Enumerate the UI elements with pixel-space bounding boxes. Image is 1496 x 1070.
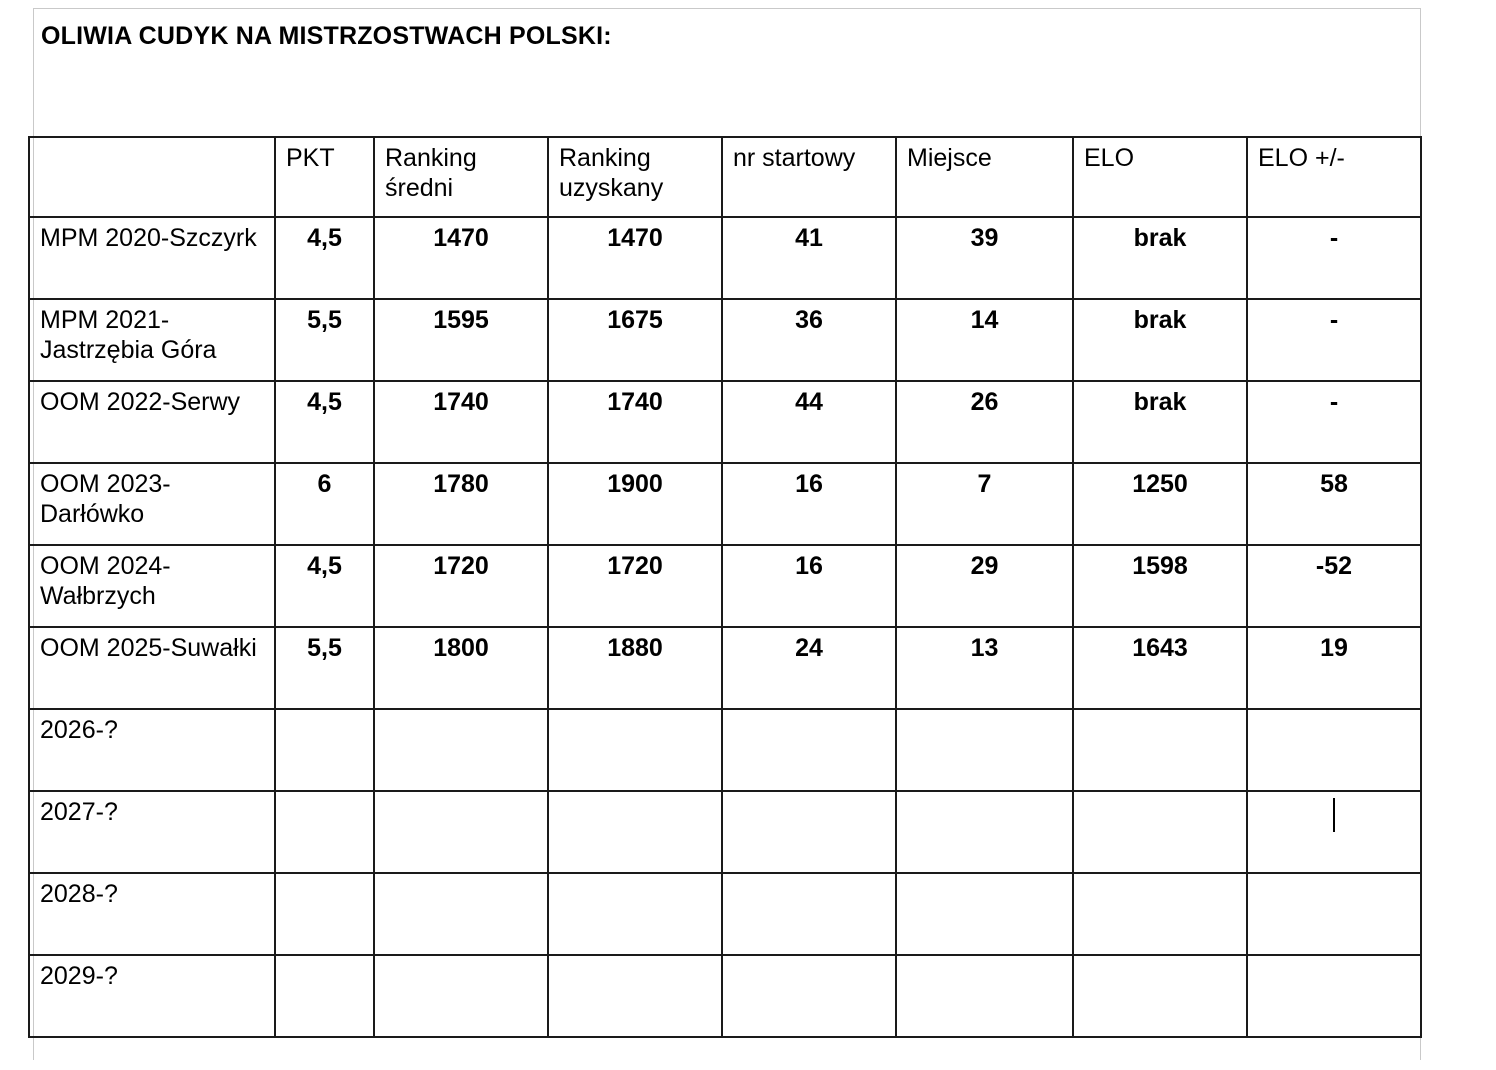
- table-header: [29, 137, 1421, 217]
- table-row: [29, 873, 1421, 955]
- cell-elo: 1250: [1073, 463, 1247, 545]
- cell-nr-startowy: 16: [722, 463, 896, 545]
- column-header-event: [29, 137, 275, 217]
- cell-event: 2029-?: [29, 955, 275, 1037]
- cell-elo: [1073, 791, 1247, 873]
- cell-pkt: 4,5: [275, 381, 374, 463]
- cell-ranking-sredni: [374, 709, 548, 791]
- table-row: [29, 381, 1421, 463]
- cell-nr-startowy: 24: [722, 627, 896, 709]
- cell-miejsce: [896, 791, 1073, 873]
- cell-elo: brak: [1073, 299, 1247, 381]
- cell-miejsce: 29: [896, 545, 1073, 627]
- cell-nr-startowy: 16: [722, 545, 896, 627]
- table-row: [29, 463, 1421, 545]
- cell-ranking-sredni: 1470: [374, 217, 548, 299]
- cell-ranking-uzyskany: [548, 873, 722, 955]
- cell-pkt: [275, 873, 374, 955]
- cell-ranking-uzyskany: [548, 955, 722, 1037]
- cell-pkt: [275, 955, 374, 1037]
- cell-ranking-sredni: [374, 955, 548, 1037]
- cell-ranking-uzyskany: 1470: [548, 217, 722, 299]
- cell-elo: [1073, 955, 1247, 1037]
- cell-miejsce: 13: [896, 627, 1073, 709]
- results-table-container: [28, 136, 1420, 1038]
- cell-elo-zmiana: -: [1247, 217, 1421, 299]
- cell-pkt: 5,5: [275, 299, 374, 381]
- cell-elo: [1073, 709, 1247, 791]
- cell-pkt: 4,5: [275, 545, 374, 627]
- cell-pkt: [275, 791, 374, 873]
- cell-nr-startowy: 41: [722, 217, 896, 299]
- cell-ranking-sredni: 1780: [374, 463, 548, 545]
- cell-event: 2026-?: [29, 709, 275, 791]
- table-header-row: [29, 137, 1421, 217]
- cell-ranking-uzyskany: 1675: [548, 299, 722, 381]
- cell-miejsce: 26: [896, 381, 1073, 463]
- cell-nr-startowy: [722, 709, 896, 791]
- cell-elo-zmiana: -52: [1247, 545, 1421, 627]
- results-table: [28, 136, 1422, 1038]
- text-cursor: [1333, 798, 1335, 832]
- column-header-pkt: PKT: [275, 137, 374, 217]
- cell-elo-zmiana: [1247, 955, 1421, 1037]
- cell-ranking-uzyskany: 1880: [548, 627, 722, 709]
- cell-miejsce: 7: [896, 463, 1073, 545]
- cell-elo: [1073, 873, 1247, 955]
- cell-event: OOM 2024-Wałbrzych: [29, 545, 275, 627]
- cell-ranking-uzyskany: 1900: [548, 463, 722, 545]
- cell-miejsce: [896, 873, 1073, 955]
- cell-ranking-sredni: 1800: [374, 627, 548, 709]
- cell-event: MPM 2021-Jastrzębia Góra: [29, 299, 275, 381]
- cell-nr-startowy: [722, 873, 896, 955]
- cell-ranking-uzyskany: [548, 791, 722, 873]
- column-header-nr-startowy: nr startowy: [722, 137, 896, 217]
- column-header-miejsce: Miejsce: [896, 137, 1073, 217]
- cell-event: OOM 2023-Darłówko: [29, 463, 275, 545]
- cell-miejsce: [896, 955, 1073, 1037]
- cell-elo-zmiana: 58: [1247, 463, 1421, 545]
- cell-event: OOM 2022-Serwy: [29, 381, 275, 463]
- cell-event: MPM 2020-Szczyrk: [29, 217, 275, 299]
- table-row: [29, 217, 1421, 299]
- table-row: [29, 545, 1421, 627]
- cell-ranking-sredni: 1720: [374, 545, 548, 627]
- cell-elo: brak: [1073, 381, 1247, 463]
- column-header-elo: ELO: [1073, 137, 1247, 217]
- cell-elo-zmiana: [1247, 873, 1421, 955]
- cell-event: 2028-?: [29, 873, 275, 955]
- cell-elo-zmiana: -: [1247, 299, 1421, 381]
- table-body: [29, 217, 1421, 1037]
- cell-ranking-sredni: 1595: [374, 299, 548, 381]
- page-title: OLIWIA CUDYK NA MISTRZOSTWACH POLSKI:: [41, 22, 612, 50]
- table-row: [29, 627, 1421, 709]
- column-header-ranking-sredni: Ranking średni: [374, 137, 548, 217]
- cell-event: 2027-?: [29, 791, 275, 873]
- cell-ranking-uzyskany: 1740: [548, 381, 722, 463]
- column-header-ranking-uzyskany: Ranking uzyskany: [548, 137, 722, 217]
- table-row: [29, 791, 1421, 873]
- cell-ranking-uzyskany: 1720: [548, 545, 722, 627]
- cell-ranking-sredni: [374, 873, 548, 955]
- cell-miejsce: 14: [896, 299, 1073, 381]
- cell-nr-startowy: [722, 955, 896, 1037]
- cell-nr-startowy: 44: [722, 381, 896, 463]
- cell-elo-zmiana-with-cursor[interactable]: [1247, 791, 1421, 873]
- cell-ranking-uzyskany: [548, 709, 722, 791]
- cell-pkt: 5,5: [275, 627, 374, 709]
- cell-elo: 1598: [1073, 545, 1247, 627]
- column-header-elo-zmiana: ELO +/-: [1247, 137, 1421, 217]
- cell-pkt: 6: [275, 463, 374, 545]
- cell-event: OOM 2025-Suwałki: [29, 627, 275, 709]
- cell-nr-startowy: [722, 791, 896, 873]
- cell-elo-zmiana: -: [1247, 381, 1421, 463]
- cell-pkt: [275, 709, 374, 791]
- cell-elo-zmiana: 19: [1247, 627, 1421, 709]
- cell-elo-zmiana: [1247, 709, 1421, 791]
- table-row: [29, 955, 1421, 1037]
- cell-miejsce: 39: [896, 217, 1073, 299]
- cell-ranking-sredni: [374, 791, 548, 873]
- cell-pkt: 4,5: [275, 217, 374, 299]
- table-row: [29, 709, 1421, 791]
- cell-miejsce: [896, 709, 1073, 791]
- cell-nr-startowy: 36: [722, 299, 896, 381]
- table-row: [29, 299, 1421, 381]
- cell-ranking-sredni: 1740: [374, 381, 548, 463]
- cell-elo: brak: [1073, 217, 1247, 299]
- cell-elo: 1643: [1073, 627, 1247, 709]
